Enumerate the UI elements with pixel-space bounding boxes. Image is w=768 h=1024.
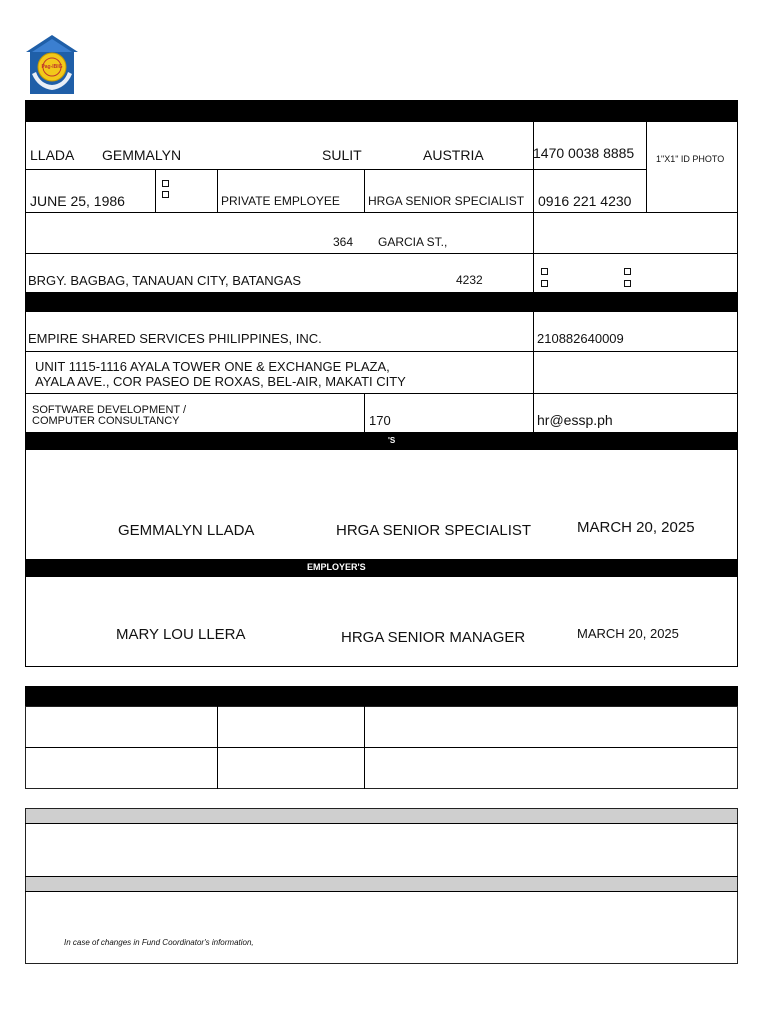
employer-info-band [25, 292, 738, 312]
employer-signatory-date: MARCH 20, 2025 [577, 626, 679, 641]
address-checkbox-2a[interactable] [624, 268, 631, 275]
address-checkbox-1a[interactable] [541, 268, 548, 275]
employer-band-label: EMPLOYER'S [307, 562, 366, 572]
address-number: 364 [333, 235, 354, 249]
coordinator-signature-band [25, 432, 738, 450]
street: GARCIA ST., [378, 235, 448, 249]
industry-line2: COMPUTER CONSULTANCY [32, 415, 180, 427]
employer-signature-band [25, 559, 738, 577]
notes-gray-band-2 [26, 877, 737, 891]
logo-seal-text: Pag-IBIG [41, 64, 63, 70]
barangay-city: BRGY. BAGBAG, TANAUAN CITY, BATANGAS [28, 273, 302, 288]
occupation: PRIVATE EMPLOYEE [221, 194, 340, 208]
first-name: GEMMALYN [102, 147, 182, 163]
employer-id-number: 210882640009 [537, 331, 624, 346]
gender-female-checkbox[interactable] [162, 191, 169, 198]
pagibig-logo [24, 34, 80, 96]
employer-name: EMPIRE SHARED SERVICES PHILIPPINES, INC. [28, 331, 322, 346]
coordinator-position: HRGA SENIOR SPECIALIST [336, 522, 532, 539]
employer-email: hr@essp.ph [537, 412, 613, 428]
maiden-name: AUSTRIA [423, 147, 484, 163]
employee-count: 170 [369, 413, 391, 428]
employer-signatory-name: MARY LOU LLERA [116, 626, 246, 643]
second-table-header-band [25, 686, 738, 706]
employer-address-line2: AYALA AVE., COR PASEO DE ROXAS, BEL-AIR, MAKATI CITY [35, 374, 406, 389]
coordinator-band-label: 'S [388, 436, 396, 445]
birth-date: JUNE 25, 1986 [30, 193, 125, 209]
address-checkbox-2b[interactable] [624, 280, 631, 287]
middle-name: SULIT [322, 147, 362, 163]
coordinator-name: GEMMALYN LLADA [118, 522, 255, 539]
employer-signatory-position: HRGA SENIOR MANAGER [341, 629, 526, 646]
mid-number: 1470 0038 8885 [533, 145, 635, 161]
header-band [25, 100, 738, 122]
employer-address-line1: UNIT 1115-1116 AYALA TOWER ONE & EXCHANGE PLAZA, [35, 359, 390, 374]
industry-line1: SOFTWARE DEVELOPMENT / [32, 404, 187, 416]
zip-code: 4232 [456, 273, 483, 287]
address-checkbox-1b[interactable] [541, 280, 548, 287]
last-name: LLADA [30, 147, 75, 163]
photo-label: 1"X1" ID PHOTO [656, 154, 725, 164]
coordinator-date: MARCH 20, 2025 [577, 519, 695, 536]
mobile-number: 0916 221 4230 [538, 193, 632, 209]
change-note: In case of changes in Fund Coordinator's information, [64, 938, 254, 947]
notes-gray-band-1 [26, 809, 737, 823]
position: HRGA SENIOR SPECIALIST [368, 194, 525, 208]
gender-male-checkbox[interactable] [162, 180, 169, 187]
